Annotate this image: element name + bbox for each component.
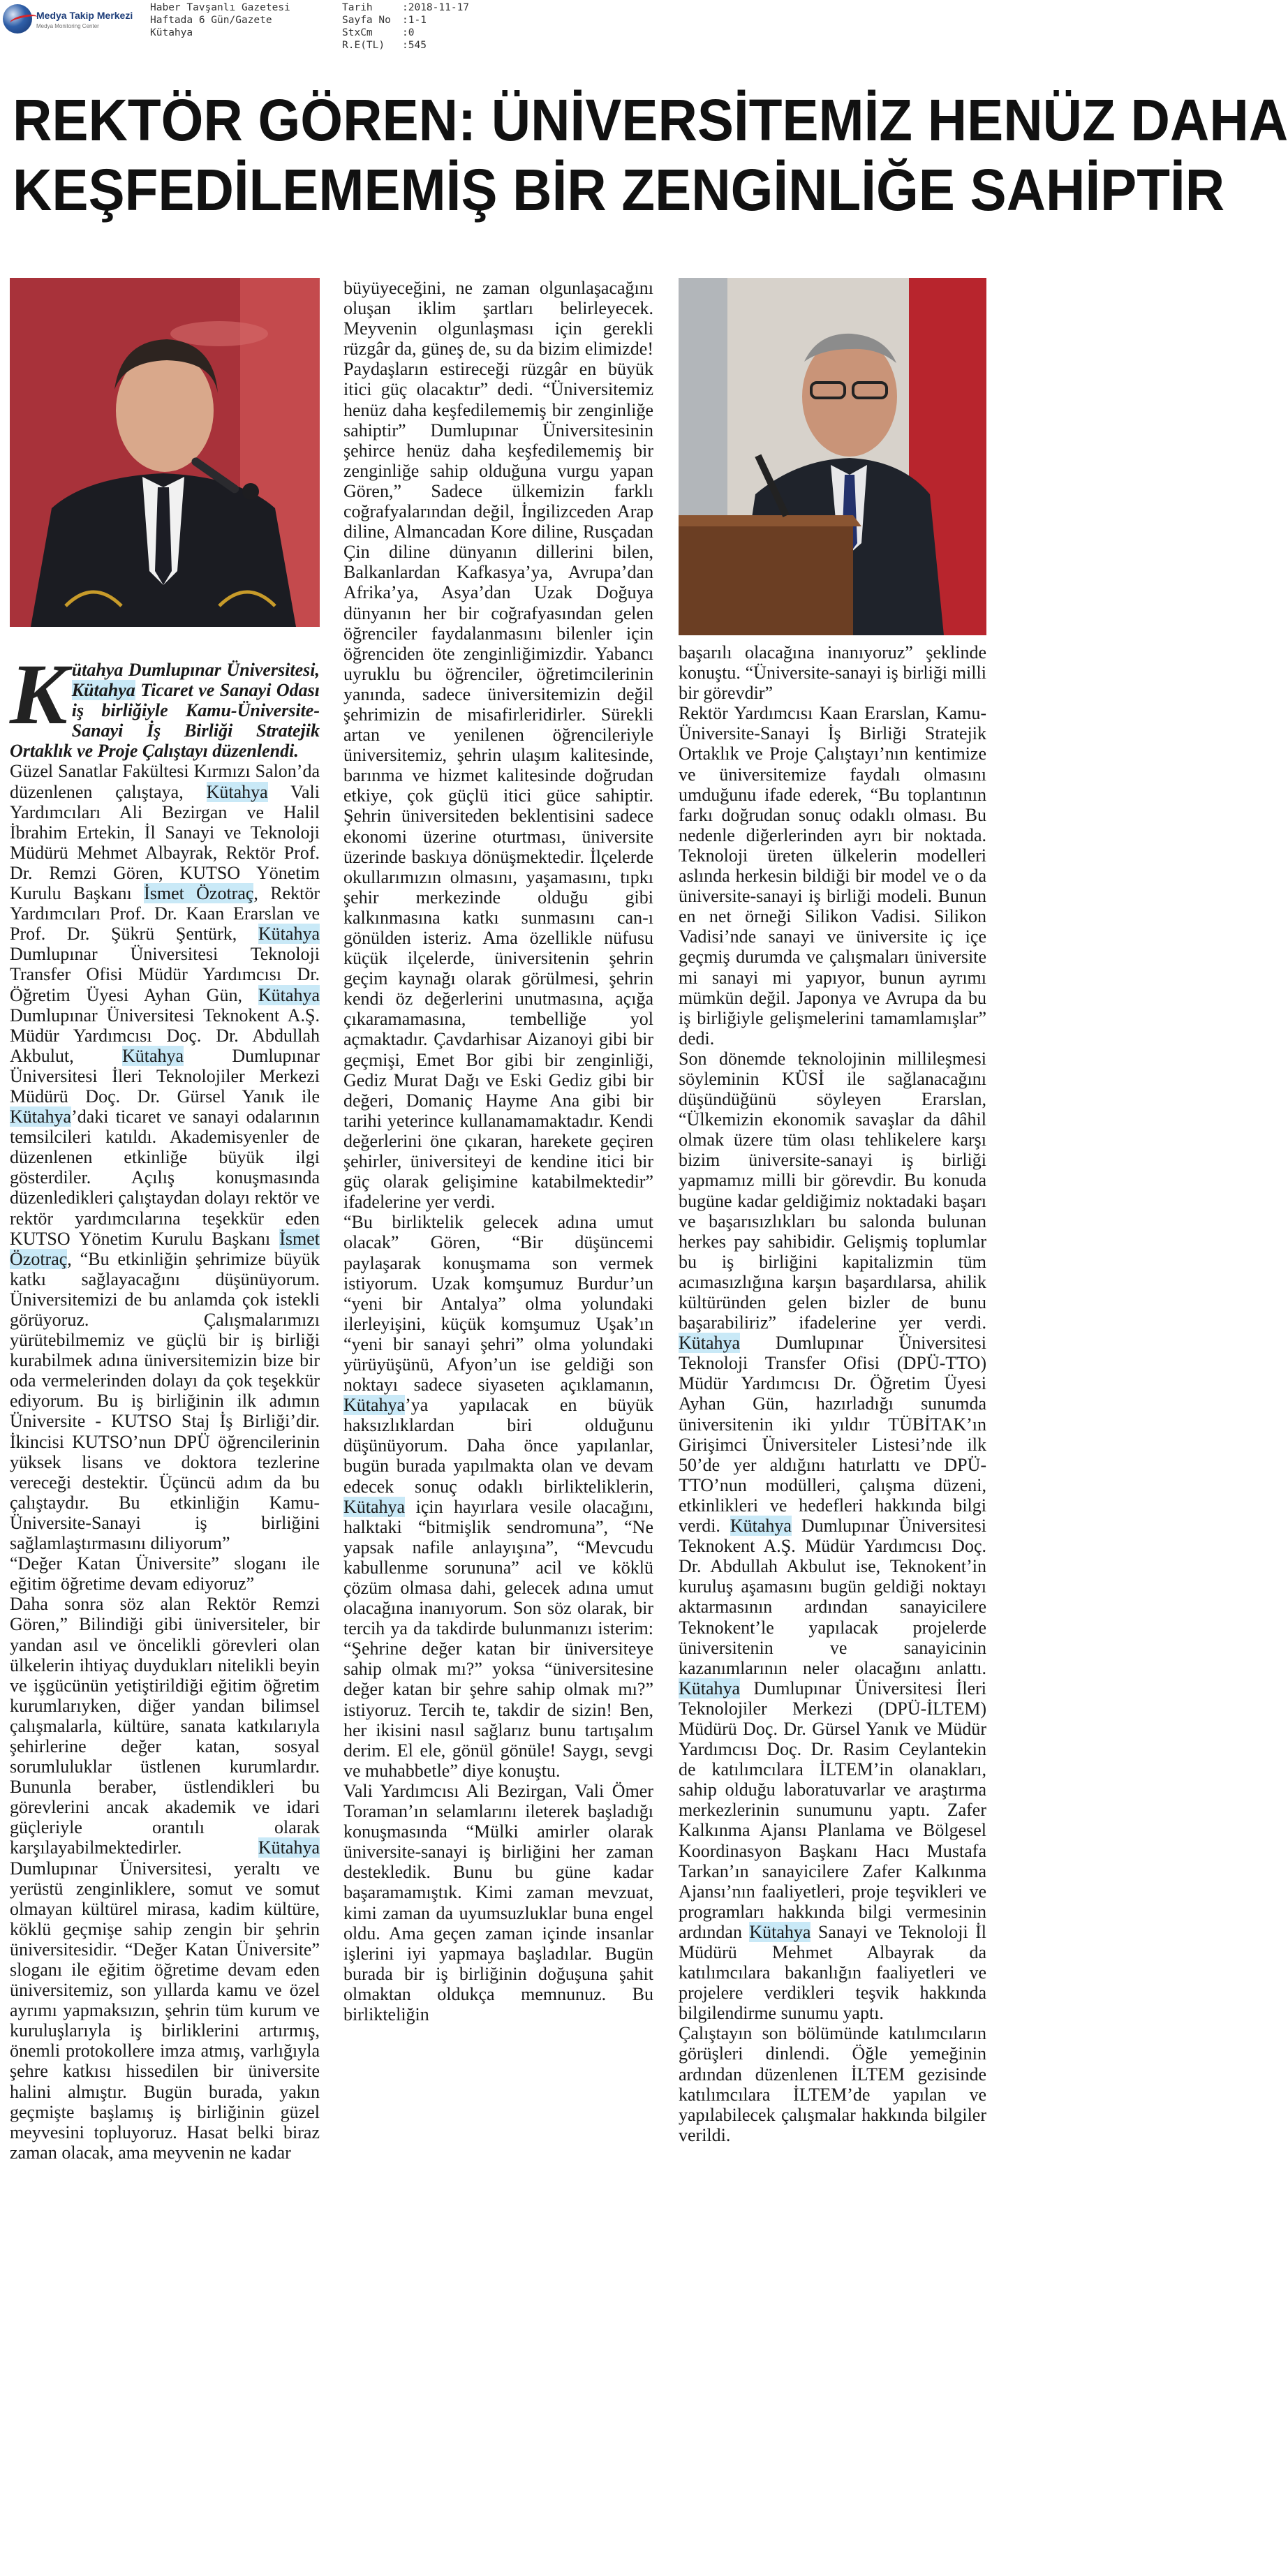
meta-values [402,1,469,52]
publication-name: Haber Tavşanlı Gazetesi [150,2,290,13]
article-text: Dumlupınar Üniversitesi Teknokent A.Ş. Müdür Yardımcısı Doç. Dr. Abdullah Akbulut, [10,1005,320,1066]
article-text: Dumlupınar Üniversitesi Teknoloji Transfer Ofisi Müdür Yardımcısı Dr. Öğretim Üyesi Ayhan Gün, [10,944,320,1005]
highlighted-keyword: Kütahya [343,1496,406,1517]
highlighted-keyword: Kütahya [258,1837,320,1858]
headline-line-1: REKTÖR GÖREN: ÜNİVERSİTEMİZ HENÜZ DAHA [13,87,1288,153]
highlighted-keyword: Kütahya [730,1516,792,1537]
drop-cap: K [10,646,68,742]
article-text: Vali Yardımcısı Ali Bezirgan, Vali Ömer Toraman’ın selamlarını ileterek başladığı konuşmasında “Mülki amirler olarak üniversite-sanayi iş birliğini her zaman destekledik. Bunu bu güne kadar başaramamıştık. Kimi zaman mevzuat, kimi zaman da uyumsuzluklar buna engel oldu. Ama geçen zaman içinde insanlar işlerini iyi yapmaya başladılar. Bugün burada bir iş birliğinin doğuşuna şahit olmaktan oldukça memnunuz. Bu birlikteliğin [343,1780,653,2024]
article-text: Dumlupınar Üniversitesi İleri Teknolojiler Merkezi (DPÜ-İLTEM) Müdürü Doç. Dr. Gürsel Yanık ve Müdür Yardımcısı Doç. Dr. Rasim Ceylantekin de katılımcılara İLTEM’in olanakları, sahip olduğu laboratuvarlar ve araştırma merkezlerinin sunumunu yaptı. Zafer Kalkınma Ajansı Planlama ve Bölgesel Koordinasyon Başkanı Hacı Mustafa Tarkan’ın sanayicilere Zafer Kalkınma Ajansı’nın faaliyetleri, proje teşvikleri ve programları hakkında bilgi vermesinin ardından [679,1678,986,1942]
highlighted-keyword: Kütahya [71,680,135,701]
article-text: Daha sonra söz alan Rektör Remzi Gören,” Bilindiği gibi üniversiteler, bir yandan asıl ve öncelikli görevleri olan ülkelerin ihtiyaç duydukları nitelikli beyin ve işgücünün yetiştirildiği eğitim öğretim kurumlarıyken, diğer yandan bilimsel çalışmalarla, kültüre, sanata katkılarıyla şehirlerine değer katan, sosyal sorumluluklar üstlenen kurumlardır. Bununla beraber, üstlendikleri bu görevlerini ancak akademik ve idari güçleriyle orantılı olarak karşılayabilmektedirler. [10,1594,320,1858]
article-lead [10,646,320,762]
highlighted-keyword: İsmet Özotraç [10,1228,320,1269]
article-text: Dumlupınar Üniversitesi İleri Teknolojiler Merkezi Müdürü Doç. Dr. Gürsel Yanık ile [10,1045,320,1106]
article-text: Son dönemde teknolojinin millileşmesi söyleminin KÜSİ ile sağlanacağını düşündüğünü söyleyen Erarslan, “Ülkemizin ekonomik savaşlar da dâhil olmak üzere tüm olası tehlikelere karşı bizim üniversite-sanayi iş birliği yapmamız milli bir görevdir. Bu konuda bugüne kadar geldiğimiz noktadaki başarı ve başarısızlıkları bu salonda bulunan herkes pay sahibidir. Gelişmiş toplumlar bu iş birliğini kapitalizmin tüm acımasızlığına karşın başardılarsa, ahilik kültüründen gelen bizler de bunu başarabiliriz” ifadelerine yer verdi. [679,1048,986,1333]
headline-line-2: KEŞFEDİLEMEMİŞ BİR ZENGİNLİĞE SAHİPTİR [13,157,1225,223]
article-text: için hayırlara vesile olacağını, halktaki “bitmişlik sendromuna”, “Ne yapsak nafile anlayışına”, “Mevcudu kabullenme sorununa” acil ve köklü çözüm olmasa dahi, gelecek adına umut olacağına inanıyorum. Son söz olarak, bir tercih ya da takdirde bulunmanızı isterim: “Şehrine değer katan bir üniversiteye sahip olmak mı?” yoksa “üniversitesine değer katan bir şehre sahip olmak mı?” istiyoruz. Tercih te, takdir de sizin! Ben, her ikisini nasıl sağlarız bunu tartışalım derim. El ele, gönül gönüle! Saygı, sevgi ve muhabbetle” diye konuştu. [343,1496,653,1781]
meta-label-date: Tarih [342,2,373,13]
article-text: büyüyeceğini, ne zaman olgunlaşacağını oluşan iklim şartları belirleyecek. Meyvenin olgunlaşması için gerekli rüzgâr da, güneş de, su da bizim elimizde! Paydaşların estireceği rüzgâr en büyük itici güç olacaktır” dedi. “Üniversitemiz henüz daha keşfedilememiş bir zenginliğe sahiptir” Dumlupınar Üniversitesinin şehirce henüz daha keşfedilememiş bir zenginliğe sahip olduğuna vurgu yapan Gören,” Sadece ülkemizin farklı coğrafyalarından değil, İngilizceden Arap diline, Almancadan Kore diline, Rusçadan Çin diline dünyanın dillerini bilen, Balkanlardan Kafkasya’ya, Avrupa’dan Afrika’ya, Asya’dan Uzak Doğuya dünyanın her bir coğrafyasından gelen öğrenciler faydalanmasını bilenler için öğrenciden öte zenginliğimizdir. Yabancı uyruklu bu öğrenciler, öğretimcilerinin yanında, sadece üniversitemizin değil şehrimizin de misafirleridirler. Sürekli artan ve yenilenen öğrencileriyle üniversitemiz, şehrin ulaşım kalitesinde, barınma ve hizmet kalitesinde doğrudan etkiye, çok güçlü itici güce sahiptir. Şehrin üniversiteden beklentisini sadece ekonomi üzerine oturtması, üniversite üzerinde baskıya dönüşmektedir. İlçelerde okullarımızın olmasını, yaşamasını, tıpkı şehir merkezinde olduğu gibi kalkınmasına katkı sunmasını can-ı gönülden isteriz. Ama özellikle nüfusu küçük ilçelerde, üniversitenin şehrin geçim kaynağı olarak görülmesi, şehrin kendi öz değerlerini unutmasına, açığa çıkaramamasına, tembelliğe yol açmaktadır. Çavdarhisar Aizanoyi gibi bir geçmişi, Emet Bor gibi bir zenginliği, Gediz Murat Dağı ve Eski Gediz gibi bir değeri, Domaniç Hayme Ana gibi bir tarihi yeterince kullanamamaktadır. Kendi değerlerini öne çıkaran, harekete geçiren şehirler, üniversiteyi de kendine itici bir güç olarak gelişimine katabilmektedir” ifadelerine yer verdi. [343,278,653,1213]
highlighted-keyword: Kütahya [258,984,320,1005]
article-text: Çalıştayın son bölümünde katılımcıların görüşleri dinlendi. Öğle yemeğinin ardından düzenlenen İLTEM gezisinde katılımcılara İLTEM’de yapılan ve yapılabilecek çalışmalar hakkında bilgiler verildi. [679,2023,986,2145]
meta-value-date: :2018-11-17 [402,2,470,13]
agency-logo [0,0,147,38]
speaker-at-podium-illustration [679,278,986,635]
lead-text: Ticaret ve Sanayi Odası iş birliğiyle Kamu-Üniversite-Sanayi İş Birliği Stratejik Ortaklık ve Proje Çalıştayı düzenlendi. [10,680,320,762]
article-text: ’ya yapılacak en büyük haksızlıklardan biri olduğunu düşünüyorum. Daha önce yapılanlar, bugün burada yapılmakta olan ve devam edecek sonuç odaklı birlikteliklerin, [343,1395,653,1497]
article-text: Dumlupınar Üniversitesi Teknokent A.Ş. Müdür Yardımcısı Doç. Dr. Abdullah Akbulut ise, Teknokent’in kuruluş aşamasını bugün geldiği noktayı aktarmasının ardından sanayicilere Teknokent’le yapılacak projelerde üniversitenin ve sanayicinin kazanımlarının neler olacağını anlattı. [679,1516,987,1678]
lead-text: ütahya Dumlupınar Üniversitesi, [71,660,320,680]
rector-photo [10,278,320,627]
article-text: ’daki ticaret ve sanayi odalarının temsilcileri katıldı. Akademisyenler de düzenlenen etkinliğe büyük ilgi gösterdiler. Açılış konuşmasında düzenledikleri çalıştaydan dolayı rektör ve rektör yardımcılarına teşekkür eden KUTSO Yönetim Kurulu Başkanı [10,1106,320,1249]
publication-frequency: Haftada 6 Gün/Gazete [150,15,272,26]
meta-labels [342,1,391,52]
meta-label-ad-value: R.E(TL) [342,40,385,51]
article-column-1 [10,646,320,2163]
meta-label-stxcm: StxCm [342,27,373,38]
article-text: “Bu birliktelik gelecek adına umut olacak” Gören, “Bir düşüncemi paylaşarak konuşmama son vermek istiyorum. Uzak komşumuz Burdur’un “yeni bir Antalya” olma yolundaki ilerleyişini, küçük komşumuz Uşak’ın “yeni bir sanayi şehri” olma yolundaki yürüyüşünü, Afyon’un ise geldiği son noktayı sadece siyaseten açıklamanın, [343,1212,653,1396]
column-text [10,761,320,2162]
highlighted-keyword: Kütahya [343,1395,406,1416]
article-text: Vali Yardımcıları Ali Bezirgan ve Halil İbrahim Ertekin, İl Sanayi ve Teknoloji Müdürü Mehmet Albayrak, Rektör Prof. Dr. Remzi Gören, KUTSO Yönetim Kurulu Başkanı [10,781,320,904]
meta-value-page: :1-1 [402,15,427,26]
article-text: , “Bu etkinliğin şehrimize büyük katkı sağlayacağını düşünüyorum. Üniversitemizi de bu anlamda çok istekli görüyoruz. Çalışmalarımızı yürütebilmemiz ve güçlü bir iş birliği kurabilmek adına üniversitemizin bize bir oda vermelerinden dolayı da çok teşekkür ediyorum. Bu iş birliğinin ilk adımın Üniversite - KUTSO Staj İş Birliği’dir. İkincisi KUTSO’nun DPÜ öğrencilerinin yüksek lisans ve doktora tezlerine vereceği destektir. Üçüncü adım da bu çalıştaydır. Bu etkinliğin Kamu-Üniversite-Sanayi iş birliğini sağlamlaştırmasını diliyorum” [10,1248,320,1554]
meta-value-ad-value: :545 [402,40,427,51]
article-text: Rektör Yardımcısı Kaan Erarslan, Kamu-Üniversite-Sanayi İş Birliği Stratejik Ortaklık ve Proje Çalıştayı’nın kentimize ve üniversitemize faydalı olmasını umduğunu ifade ederek, “Bu toplantının farkı doğrudan sonuç odaklı olması. Bu nedenle diğerlerinden ayrı bir noktada. Teknoloji üreten ülkelerin modelleri aslında herkesin bildiği bir model ve o da üniversite-sanayi iş birliği modeli. Bunun en net örneği Silikon Vadisi. Silikon Vadisi’nde sanayi ve üniversite iç içe geçmiş durumda ve çalışmaları üniversite mi sanayi mi yapıyor, bunun ayrımı mümkün değil. Japonya ve Avrupa da bu iş birliğiyle gelişmelerini tamamlamışlar” dedi. [679,703,986,1049]
headline [13,85,1288,225]
highlighted-keyword: İsmet Özotraç [144,883,254,904]
article-text: Dumlupınar Üniversitesi, yeraltı ve yerüstü zenginliklere, somut ve somut olmayan kültürel mirasa, kadim kültüre, köklü geçmişe sahip zengin bir şehrin üniversitesidir. “Değer Katan Üniversite” sloganı ile eğitim öğretime devam eden üniversitemiz, son yıllarda kamu ve özel ayrımı yapmaksızın, şehrin tüm kurum ve kuruluşlarıyla iş birliklerini artırmış, önemli protokollere imza atmış, varlığıyla şehre katkısı hissedilen bir üniversite halini almıştır. Bugün burada, yakın geçmişte başlamış iş birliğinin güzel meyvesini topluyoruz. Hasat belki biraz zaman olacak, ama meyvenin ne kadar [10,1858,320,2163]
column-text [343,278,653,2024]
rector-portrait-illustration [10,278,320,627]
article-text: Güzel Sanatlar Fakültesi Kırmızı Salon’da düzenlenen çalıştaya, [10,761,320,802]
speaker-photo [679,278,986,635]
highlighted-keyword: Kütahya [121,1045,184,1066]
article-text: Dumlupınar Üniversitesi Teknoloji Transfer Ofisi (DPÜ-TTO) Müdür Yardımcısı Dr. Öğretim Üyesi Ayhan Gün, hazırladığı sunumda üniversitenin iki yıldır TÜBİTAK’ın Girişimci Üniversiteler Listesi’nde ilk 50’de yer aldığını hatırlattı ve DPÜ-TTO’nun modülleri, çalışma düzeni, etkinlikleri ve hedefleri hakkında bilgi verdi. [679,1333,986,1537]
column-text [679,642,986,2145]
meta-value-stxcm: :0 [402,27,415,38]
article-text: Sanayi ve Teknoloji İl Müdürü Mehmet Albayrak da katılımcılara bakanlığın faaliyetleri ve projelere verdikleri teşvik hakkında bilgilendirme sunumu yaptı. [679,1921,986,2024]
highlighted-keyword: Kütahya [10,1106,72,1127]
highlighted-keyword: Kütahya [206,781,268,802]
meta-label-page: Sayfa No [342,15,391,26]
agency-name: Medya Takip Merkezi [36,10,133,21]
agency-tagline: Medya Monitoring Center [36,23,99,29]
article-text: , Rektör Yardımcıları Prof. Dr. Kaan Erarslan ve Prof. Dr. Şükrü Şentürk, [10,883,320,945]
publication-city: Kütahya [150,27,193,38]
publication-info [150,1,328,39]
highlighted-keyword: Kütahya [258,924,320,945]
article-column-3 [679,642,986,2145]
highlighted-keyword: Kütahya [679,1333,741,1354]
highlighted-keyword: Kütahya [679,1678,741,1698]
article-text: başarılı olacağına inanıyoruz” şeklinde konuştu. “Üniversite-sanayi iş birliği milli bir görevdir” [679,642,986,704]
article-column-2 [343,278,653,2024]
highlighted-keyword: Kütahya [749,1921,811,1942]
article-text: “Değer Katan Üniversite” sloganı ile eğitim öğretime devam ediyoruz” [10,1553,320,1594]
